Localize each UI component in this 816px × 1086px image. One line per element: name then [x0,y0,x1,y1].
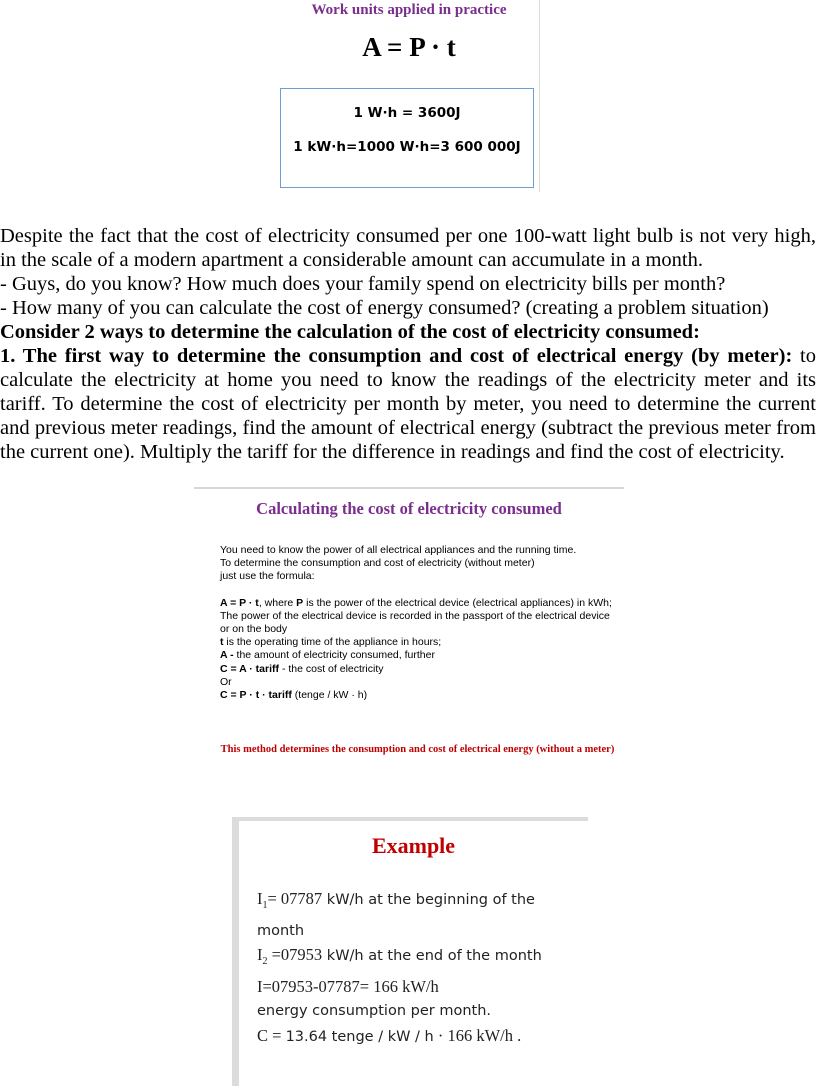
reading-end [257,943,582,975]
c2-formula: C = P · t · tariff [220,689,292,702]
cost-tariff: 13.64 tenge / kW / h [285,1028,434,1045]
formula-a-line [220,597,615,610]
i1-value: = 07787 [267,889,323,908]
calculation-slide [194,487,624,777]
t-symbol: t [220,636,224,649]
lesson-paragraph [0,224,816,464]
question-calculate-cost: - How many of you can calculate the cost of energy consumed? (creating a problem situation) [0,297,769,319]
spacer [220,584,615,597]
a-definition [220,649,615,662]
ways-heading [0,320,816,344]
slide-top-border [194,487,624,489]
c1-desc: - the cost of electricity [279,662,384,675]
slide-left-border [232,817,239,1086]
t-desc: is the operating time of the appliance in hours; [223,636,442,649]
consumption-label: energy consumption per month. [257,1003,491,1020]
cost-calculation [257,1024,582,1050]
c1-formula: C = A · tariff [220,662,280,675]
cost-formula-1 [220,663,615,676]
i2-symbol: I [257,945,263,965]
t-definition [220,636,615,649]
slide-divider [539,0,540,192]
unit-conversion-kwh: 1 kW·h=1000 W·h=3 600 000J [293,139,521,155]
i1-symbol: I [257,889,263,908]
first-way-heading: 1. The first way to determine the consumption and cost of electrical energy (by meter): [0,345,793,367]
formula-where: , where [258,596,297,609]
i1-desc: kW/h at the beginning of the month [257,892,535,939]
question-family-spend: - Guys, do you know? How much does your family spend on electricity bills per month? [0,273,726,295]
units-slide [278,0,540,192]
or-line: Or [220,675,232,688]
intro-line: just use the formula: [220,570,315,583]
example-slide [232,817,588,1086]
formula-p-desc: is the power of the electrical device (electrical appliances) in kWh; [303,596,612,609]
i2-desc: kW/h at the end of the month [322,948,542,965]
ways-heading-text: Consider 2 ways to determine the calculation of the cost of electricity consumed: [0,321,700,343]
first-way-text [0,344,816,464]
cost-prefix: C = [257,1025,286,1045]
calculation-slide-body [220,544,615,702]
cost-formula-2 [220,689,615,702]
i2-subscript: 2 [262,956,268,968]
units-slide-title: Work units applied in practice [311,2,507,18]
reading-start [257,887,582,943]
intro-line: You need to know the power of all electrical appliances and the running time. [220,544,577,556]
passport-line: The power of the electrical device is recorded in the passport of the electrical device or on the body [220,609,610,636]
intro-line: To determine the consumption and cost of electricity (without meter) [220,557,535,570]
slide-top-border [232,817,588,821]
first-way-description: to calculate the electricity at home you need to know the readings of the electricity meter and its tariff. To determine the cost of electricity per month by meter, you need to determine the current and previous meter readings, find the amount of electrical energy (subtract the previous meter from the current one). Multiply the tariff for the difference in readings and find the cost of electricity. [0,345,816,463]
cost-suffix: · 166 kW/h . [433,1025,522,1045]
method-note: This method determines the consumption and cost of electrical energy (without a meter) [220,744,615,755]
reading-difference: I=07953-07787= 166 kW/h [257,976,439,996]
work-formula: A = P · t [362,32,456,62]
calculation-slide-title: Calculating the cost of electricity consumed [256,499,562,518]
example-title: Example [371,833,456,858]
formula-a: A = P · t [220,596,259,609]
example-body [257,887,582,1049]
i2-value: =07953 [267,945,323,965]
i1-subscript: 1 [262,900,268,912]
a-desc: the amount of electricity consumed, further [233,649,435,662]
c2-desc: (tenge / kW · h) [291,689,368,702]
unit-conversion-wh: 1 W·h = 3600J [353,105,461,121]
unit-conversion-box [280,88,534,188]
formula-p: P [296,596,304,609]
a-symbol: A - [220,649,234,662]
intro-sentence: Despite the fact that the cost of electricity consumed per one 100-watt light bulb is not very high, in the scale of a modern apartment a considerable amount can accumulate in a month. [0,225,816,271]
